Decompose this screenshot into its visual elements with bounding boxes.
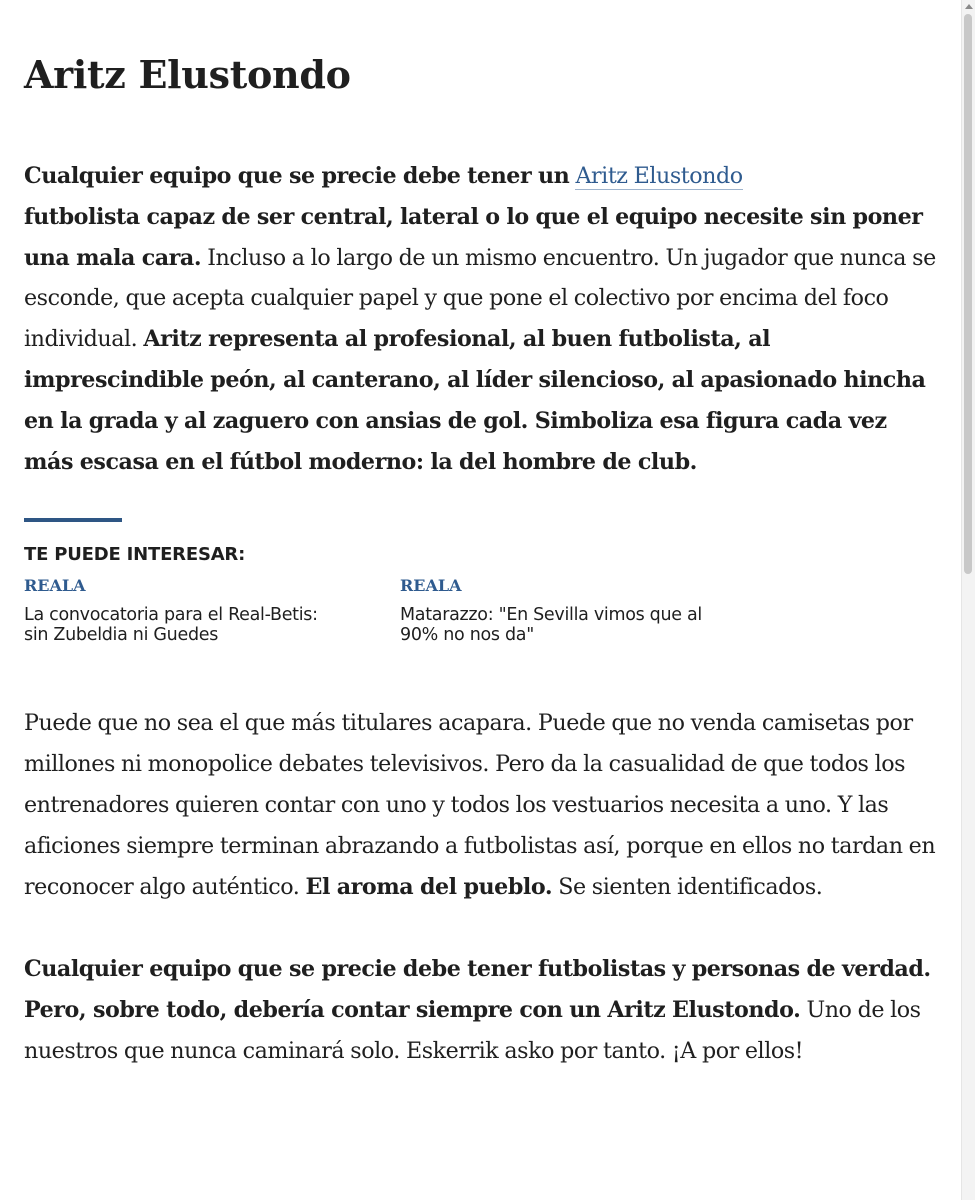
paragraph-2-bold: El aroma del pueblo. — [305, 873, 553, 900]
related-grid — [24, 575, 936, 645]
paragraph-1-normal: Incluso a lo largo de un mismo encuentro. Un jugador que nunca se esconde, que acepta cualquier papel y que pone el colectivo por encima del foco individual. — [24, 244, 936, 353]
paragraph-1 — [24, 156, 936, 482]
paragraph-1-bold-after-link: futbolista capaz de ser central, lateral o lo que el equipo necesite sin poner una mala cara. — [24, 203, 923, 271]
paragraph-3-bold: Cualquier equipo que se precie debe tener futbolistas y personas de verdad. Pero, sobre todo, debería contar siempre con un Aritz Elustondo. — [24, 956, 931, 1024]
paragraph-2-normal: Puede que no sea el que más titulares acapara. Puede que no venda camisetas por millones ni monopolice debates televisivos. Pero da la casualidad de que todos los entrenadores quieren contar con uno y todos los vestuarios necesita a uno. Y las aficiones siempre terminan abrazando a futbolistas así, porque en ellos no tardan en reconocer algo auténtico. — [24, 710, 936, 900]
related-header: TE PUEDE INTERESAR: — [24, 544, 246, 566]
related-accent-rule — [24, 518, 122, 522]
related-headline-link[interactable]: La convocatoria para el Real-Betis: sin Zubeldia ni Guedes — [24, 605, 318, 646]
scroll-up-arrow-icon[interactable] — [965, 4, 973, 9]
paragraph-3 — [24, 949, 936, 1071]
related-articles-box — [24, 518, 936, 645]
paragraph-3-normal: Uno de los nuestros que nunca caminará solo. Eskerrik asko por tanto. ¡A por ellos! — [24, 997, 921, 1064]
scrollbar-thumb[interactable] — [964, 14, 972, 574]
paragraph-1-bold-end: Aritz representa al profesional, al buen futbolista, al imprescindible peón, al canterano, al líder silencioso, al apasionado hincha en la grada y al zaguero con ansias de gol. Simboliza esa figura cada vez más escasa en el fútbol moderno: la del hombre de club. — [24, 326, 926, 475]
related-category-link[interactable]: REALA — [400, 576, 462, 596]
article-title: Aritz Elustondo — [24, 52, 351, 97]
related-headline-link[interactable]: Matarazzo: "En Sevilla vimos que al 90% no nos da" — [400, 605, 702, 646]
vertical-scrollbar[interactable] — [961, 0, 975, 1200]
paragraph-1-bold-intro: Cualquier equipo que se precie debe tener un — [24, 163, 570, 189]
related-category-link[interactable]: REALA — [24, 576, 86, 596]
related-item — [24, 575, 400, 645]
paragraph-2 — [24, 703, 936, 907]
related-item — [400, 575, 776, 645]
aritz-elustondo-link[interactable]: Aritz Elustondo — [575, 163, 743, 189]
paragraph-2-normal-end: Se sienten identificados. — [558, 873, 823, 900]
